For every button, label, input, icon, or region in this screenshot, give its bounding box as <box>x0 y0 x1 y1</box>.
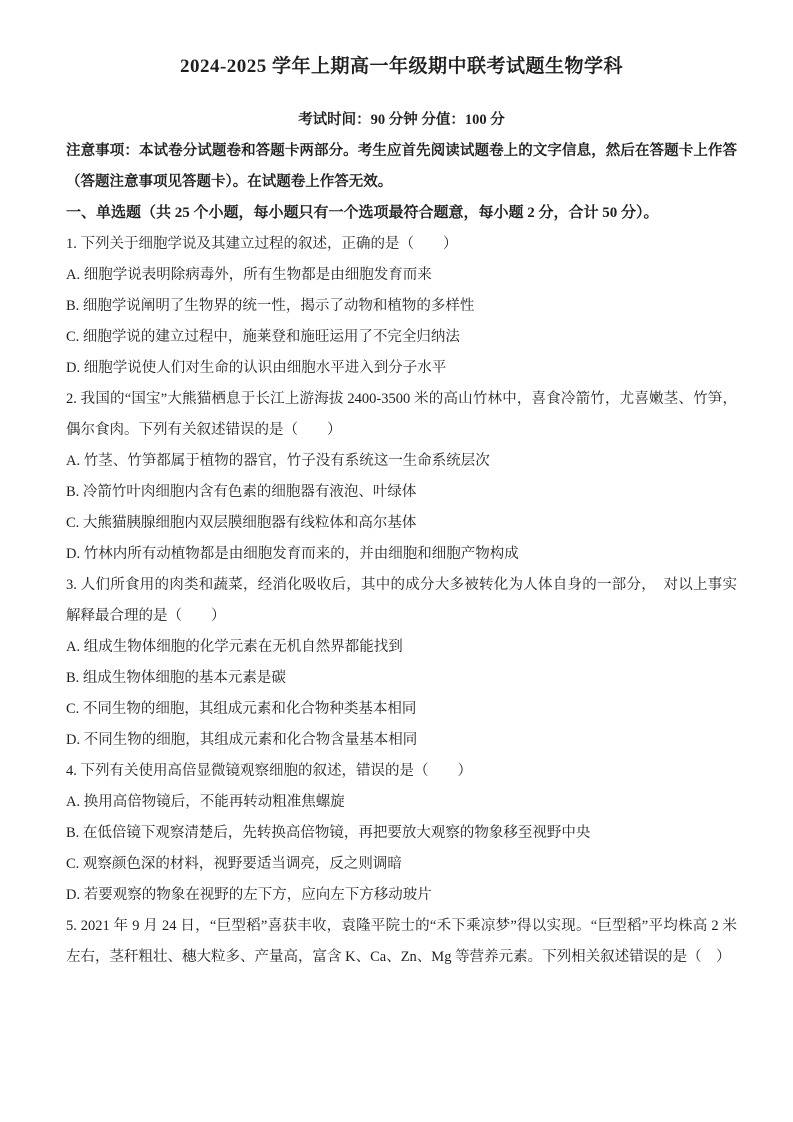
question-1-option-c: C. 细胞学说的建立过程中，施莱登和施旺运用了不完全归纳法 <box>66 329 460 345</box>
question-2-option-c: C. 大熊猫胰腺细胞内双层膜细胞器有线粒体和高尔基体 <box>66 515 417 531</box>
question-3-option-a: A. 组成生物体细胞的化学元素在无机自然界都能找到 <box>66 639 403 655</box>
question-3-option-d: D. 不同生物的细胞，其组成元素和化合物含量基本相同 <box>66 732 418 748</box>
notice-text: 注意事项：本试卷分试题卷和答题卡两部分。考生应首先阅读试题卷上的文字信息，然后在答题卡上作答（答题注意事项见答题卡）。在试题卷上作答无效。 <box>66 143 737 190</box>
question-list <box>66 229 737 973</box>
section-heading: 一、单选题（共 25 个小题，每小题只有一个选项最符合题意，每小题 2 分，合计 50 分）。 <box>66 205 659 221</box>
question-5 <box>66 911 737 973</box>
question-2-option-d: D. 竹林内所有动植物都是由细胞发育而来的，并由细胞和细胞产物构成 <box>66 546 519 562</box>
question-1-option-a: A. 细胞学说表明除病毒外，所有生物都是由细胞发育而来 <box>66 267 432 283</box>
question-4 <box>66 756 737 911</box>
question-2-option-b: B. 冷箭竹叶肉细胞内含有色素的细胞器有液泡、叶绿体 <box>66 484 417 500</box>
question-3-option-b: B. 组成生物体细胞的基本元素是碳 <box>66 670 286 686</box>
question-1-option-b: B. 细胞学说阐明了生物界的统一性，揭示了动物和植物的多样性 <box>66 298 475 314</box>
question-1-option-d: D. 细胞学说使人们对生命的认识由细胞水平进入到分子水平 <box>66 360 447 376</box>
exam-info: 考试时间：90 分钟 分值：100 分 <box>298 112 505 128</box>
question-4-option-a: A. 换用高倍物镜后，不能再转动粗准焦螺旋 <box>66 794 345 810</box>
question-2-stem: 2. 我国的“国宝”大熊猫栖息于长江上游海拔 2400-3500 米的高山竹林中，喜食冷箭竹，尤喜嫩茎、竹笋，偶尔食肉。下列有关叙述错误的是（ ） <box>66 391 737 438</box>
question-3-option-c: C. 不同生物的细胞，其组成元素和化合物种类基本相同 <box>66 701 417 717</box>
question-4-option-d: D. 若要观察的物象在视野的左下方，应向左下方移动玻片 <box>66 887 432 903</box>
page-title: 2024-2025 学年上期高一年级期中联考试题生物学科 <box>179 56 624 77</box>
question-1-stem: 1. 下列关于细胞学说及其建立过程的叙述，正确的是（ ） <box>66 236 458 252</box>
question-4-option-c: C. 观察颜色深的材料，视野要适当调亮，反之则调暗 <box>66 856 402 872</box>
question-3 <box>66 570 737 756</box>
question-4-option-b: B. 在低倍镜下观察清楚后，先转换高倍物镜，再把要放大观察的物象移至视野中央 <box>66 825 591 841</box>
question-4-stem: 4. 下列有关使用高倍显微镜观察细胞的叙述，错误的是（ ） <box>66 763 472 779</box>
question-3-stem: 3. 人们所食用的肉类和蔬菜，经消化吸收后，其中的成分大多被转化为人体自身的一部分， 对以上事实解释最合理的是（ ） <box>66 577 737 624</box>
question-5-stem: 5. 2021 年 9 月 24 日，“巨型稻”喜获丰收，袁隆平院士的“禾下乘凉梦”得以实现。“巨型稻”平均株高 2 米左右，茎秆粗壮、穗大粒多、产量高，富含 K、Ca、Zn、Mg 等营养元素。下列相关叙述错误的是（ ） <box>66 918 737 965</box>
question-2-option-a: A. 竹茎、竹笋都属于植物的器官，竹子没有系统这一生命系统层次 <box>66 453 490 469</box>
question-1 <box>66 229 737 384</box>
question-2 <box>66 384 737 570</box>
